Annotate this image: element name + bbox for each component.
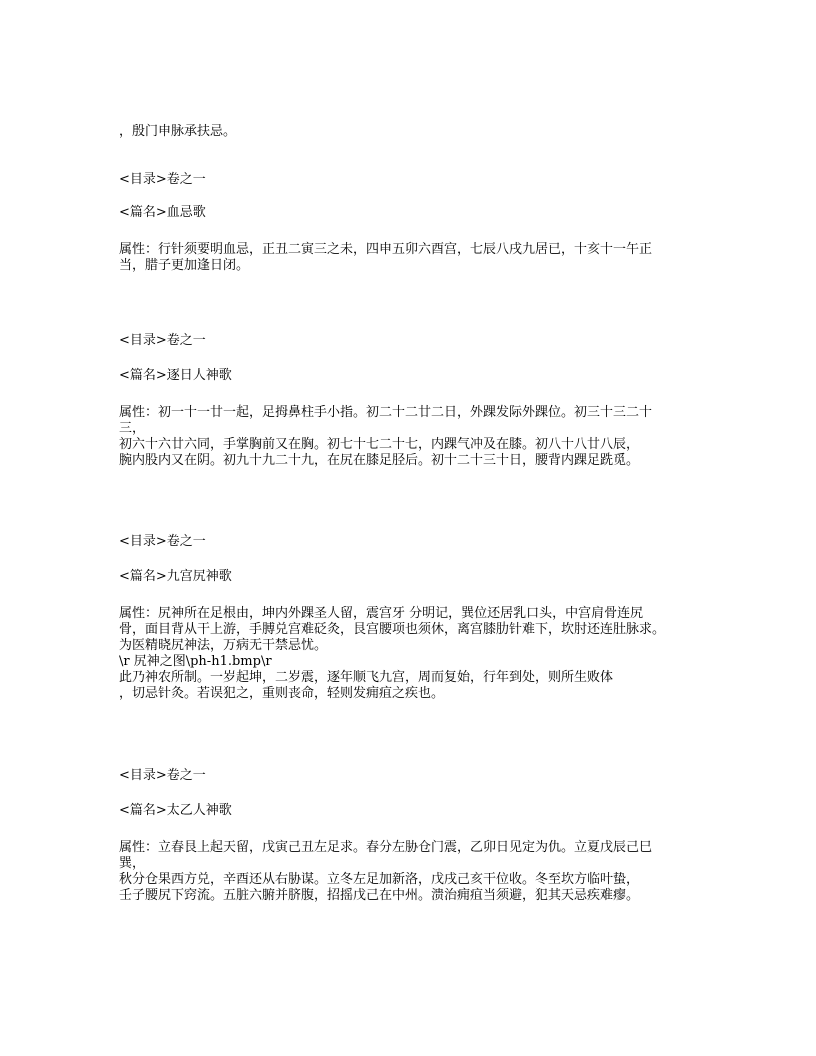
section-catalog: <目录>卷之一 <box>119 333 206 348</box>
section-title: <篇名>太乙人神歌 <box>119 803 232 818</box>
section-catalog: <目录>卷之一 <box>119 768 206 783</box>
body-line: 属性：初一十一廿一起，足拇鼻柱手小指。初二十二廿二日，外踝发际外踝位。初三十三二十 <box>119 405 653 420</box>
body-line: 秋分仓果西方兑，辛酉还从右胁谋。立冬左足加新洛，戊戌己亥干位收。冬至坎方临叶蛰， <box>119 872 640 887</box>
section-body <box>119 606 709 702</box>
body-line: 巽， <box>119 856 146 871</box>
body-line: 为医精晓尻神法，万病无干禁忌忧。 <box>119 638 328 653</box>
body-line: 骨，面目背从干上游，手膊兑宫难砭灸，艮宫腰项也须休，离宫膝肋针难下，坎肘还连肚脉求。 <box>119 622 666 637</box>
body-line: 初六十六廿六同，手掌胸前又在胸。初七十七二十七，内踝气冲及在膝。初八十八廿八辰， <box>119 437 640 452</box>
section-body <box>119 840 709 904</box>
image-reference: \r 尻神之图\ph-h1.bmp\r <box>119 654 272 669</box>
section-catalog: <目录>卷之一 <box>119 172 206 187</box>
section-title: <篇名>九宫尻神歌 <box>119 569 232 584</box>
intro-fragment: ，殷门申脉承扶忌。 <box>119 124 237 139</box>
body-line: 属性：行针须要明血忌，正丑二寅三之未，四申五卯六酉宫，七辰八戌九居已，十亥十一午正 <box>119 242 653 257</box>
section-title: <篇名>逐日人神歌 <box>119 368 232 383</box>
body-line: ，切忌针灸。若误犯之，重则丧命，轻则发痈疽之疾也。 <box>119 686 445 701</box>
body-line: 此乃神农所制。一岁起坤，二岁震，逐年顺飞九宫，周而复始，行年到处，则所生败体 <box>119 670 614 685</box>
body-line: 壬子腰尻下窍流。五脏六腑并脐腹，招摇戊己在中州。溃治痈疽当须避，犯其天忌疾难瘳。 <box>119 888 640 903</box>
body-line: 属性：尻神所在足根由，坤内外踝圣人留，震宫牙 分明记，巽位还居乳口头，中宫肩骨连尻 <box>119 606 644 621</box>
body-line: 属性：立春艮上起天留，戊寅己丑左足求。春分左胁仓门震，乙卯日见定为仇。立夏戊辰己巳 <box>119 840 653 855</box>
section-body <box>119 405 709 469</box>
section-title: <篇名>血忌歌 <box>119 205 206 220</box>
section-catalog: <目录>卷之一 <box>119 534 206 549</box>
body-line: 当，腊子更加逢日闭。 <box>119 258 250 273</box>
section-body <box>119 242 709 274</box>
body-line: 三， <box>119 421 146 436</box>
body-line: 腕内股内又在阴。初九十九二十九，在尻在膝足胫后。初十二十三十日，腰背内踝足跣觅。 <box>119 453 640 468</box>
